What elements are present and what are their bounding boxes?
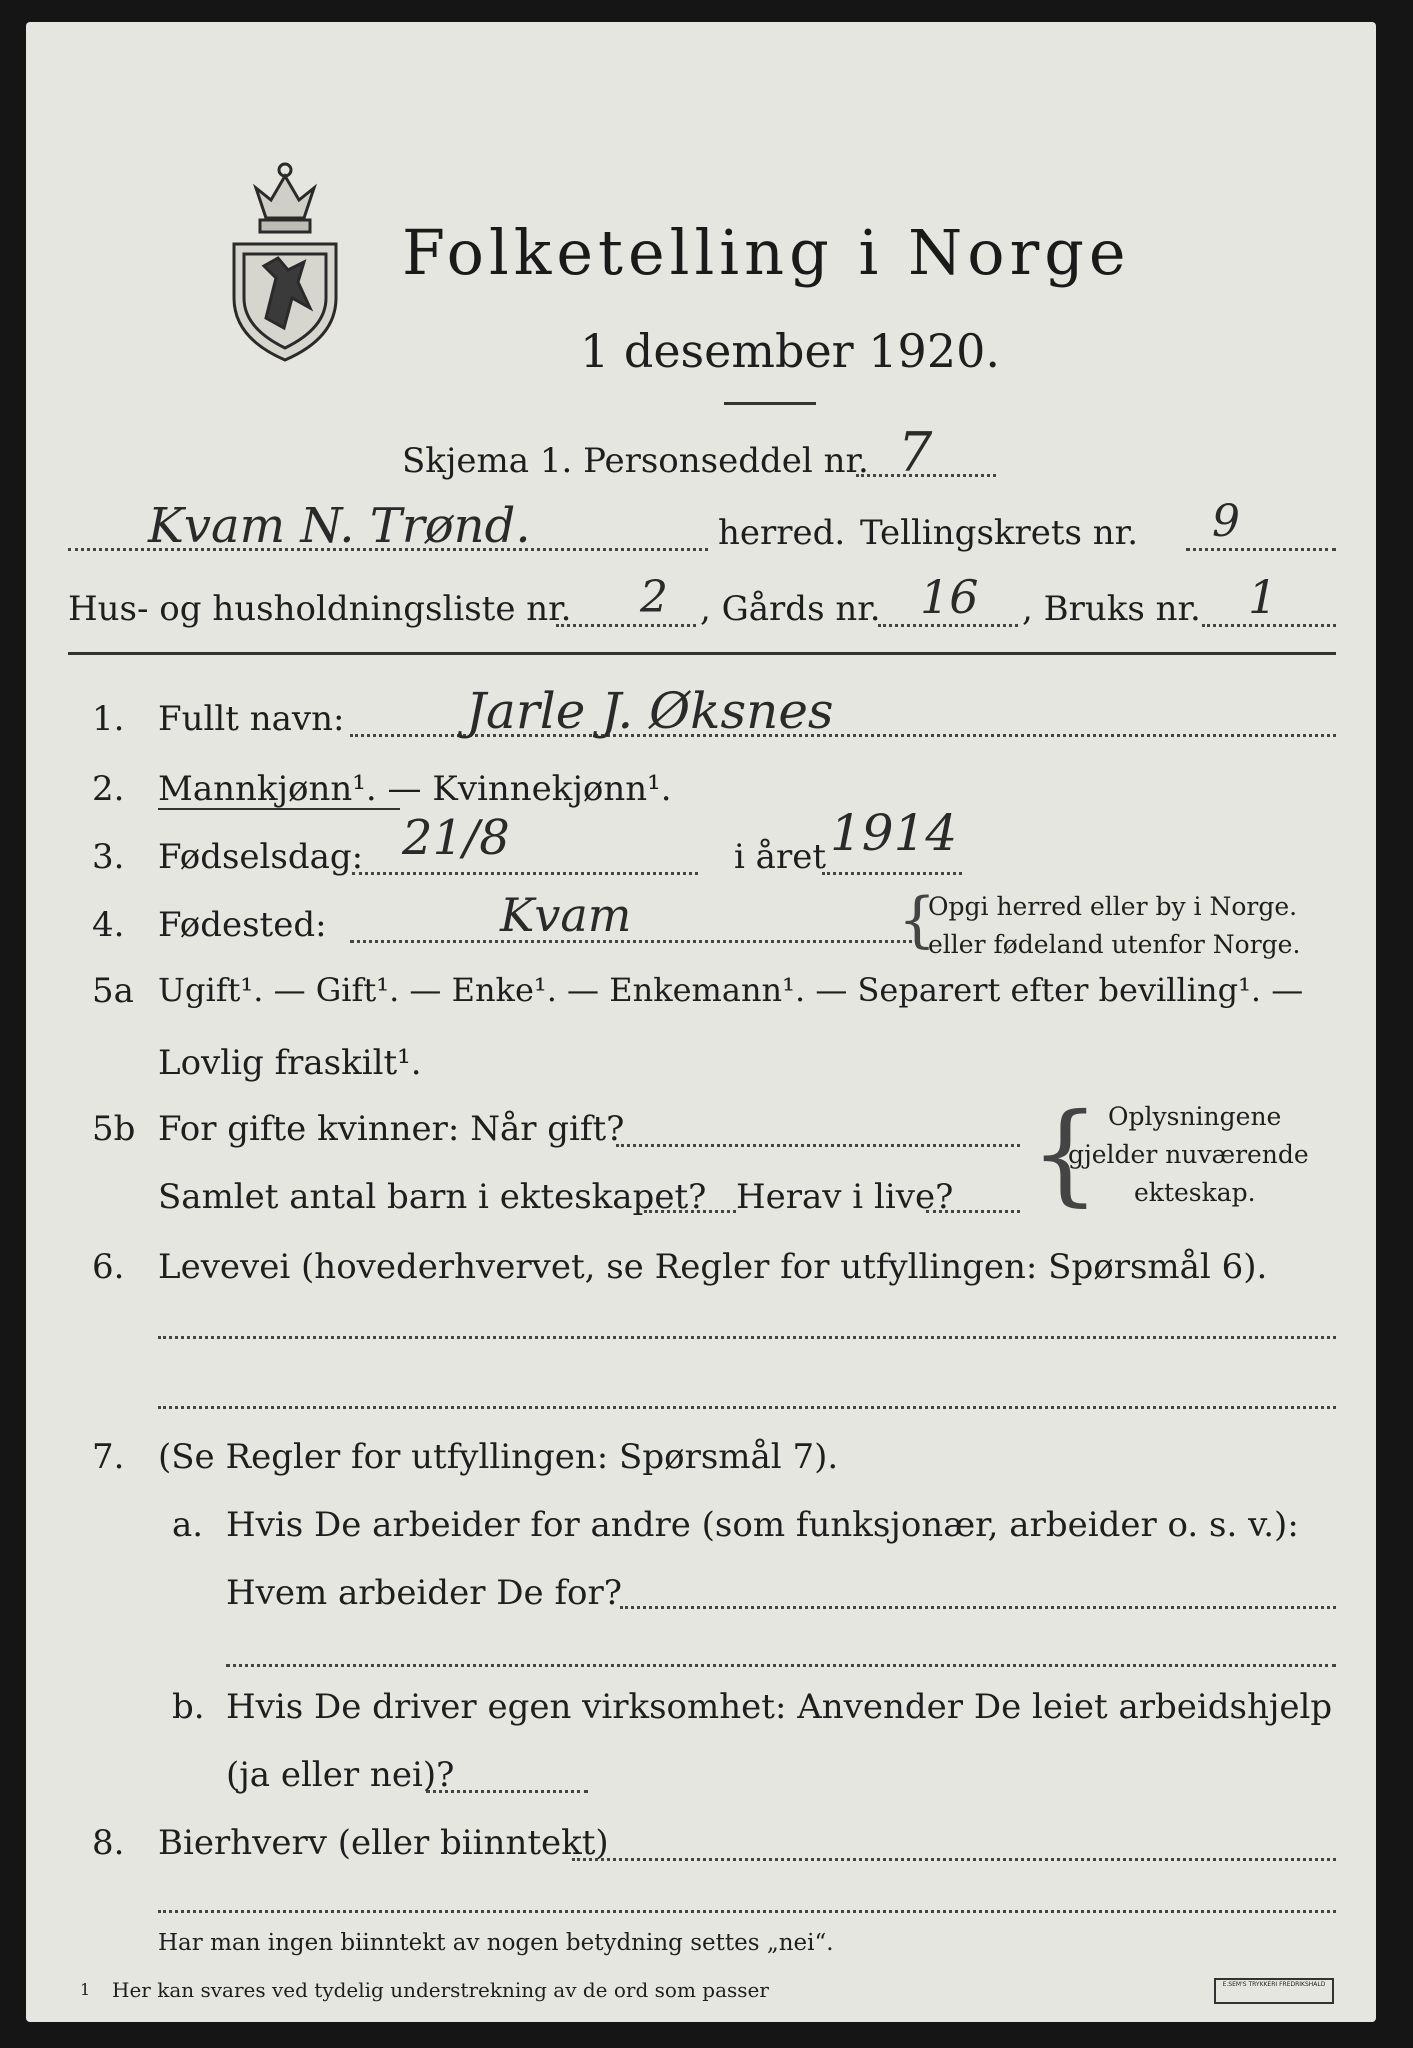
bruks-dots — [1202, 624, 1336, 627]
bruks-value[interactable]: 1 — [1248, 570, 1278, 624]
q3-number: 3. — [92, 837, 125, 877]
gards-dots — [878, 624, 1018, 627]
q5b-children-dots — [644, 1210, 736, 1213]
q4-label: Fødested: — [158, 905, 327, 945]
q8-number: 8. — [92, 1823, 125, 1863]
year-label: i året — [734, 837, 826, 877]
q8-label: Bierhverv (eller biinntekt) — [158, 1823, 609, 1863]
q7b-line1: Hvis De driver egen virksomhet: Anvender De leiet arbeidshjelp — [226, 1687, 1333, 1727]
hus-label: Hus- og husholdningsliste nr. — [68, 589, 572, 629]
q5b-note-line1: Oplysningene — [1108, 1102, 1282, 1131]
q7-label: (Se Regler for utfyllingen: Spørsmål 7). — [158, 1437, 839, 1477]
full-name-value[interactable]: Jarle J. Øksnes — [466, 682, 834, 740]
birthplace-value[interactable]: Kvam — [500, 888, 632, 942]
section-divider — [68, 652, 1336, 655]
q1-number: 1. — [92, 699, 125, 739]
schema-label: Skjema 1. Personseddel nr. — [402, 441, 869, 481]
q5b-married-dots — [616, 1144, 1020, 1147]
q4-dots — [350, 940, 920, 943]
q6-number: 6. — [92, 1247, 125, 1287]
q5b-line1: For gifte kvinner: Når gift? — [158, 1109, 625, 1149]
form-date: 1 desember 1920. — [580, 324, 1000, 378]
q7-number: 7. — [92, 1437, 125, 1477]
q7b-dots — [426, 1790, 588, 1793]
q7a-line1: Hvis De arbeider for andre (som funksjonær, arbeider o. s. v.): — [226, 1505, 1299, 1545]
q5b-alive-label: Herav i live? — [736, 1177, 954, 1217]
tellingskrets-label: Tellingskrets nr. — [860, 513, 1139, 553]
bruks-label: , Bruks nr. — [1022, 589, 1201, 629]
q5b-number: 5b — [92, 1109, 136, 1149]
q5b-note-line3: ekteskap. — [1134, 1178, 1256, 1207]
q8-dots-2 — [158, 1910, 1336, 1913]
herred-label: herred. — [718, 513, 846, 553]
form-title: Folketelling i Norge — [402, 216, 1131, 289]
q5b-children-label: Samlet antal barn i ekteskapet? — [158, 1177, 707, 1217]
footer-note: Har man ingen biinntekt av nogen betydning settes „nei“. — [158, 1930, 834, 1956]
q7b-line2: (ja eller nei)? — [226, 1755, 455, 1795]
printer-stamp-text: E.SEM'S TRYKKERI FREDRIKSHALD — [1222, 1981, 1326, 1988]
q4-brace: { — [898, 885, 937, 955]
q5a-number: 5a — [92, 971, 134, 1011]
q4-number: 4. — [92, 905, 125, 945]
q4-note-line2: eller fødeland utenfor Norge. — [928, 930, 1301, 959]
q6-answer-dots-2 — [158, 1406, 1336, 1409]
q5b-alive-dots — [926, 1210, 1020, 1213]
coat-of-arms-icon — [226, 158, 344, 364]
q7a-dots — [620, 1606, 1336, 1609]
q6-label: Levevei (hovederhvervet, se Regler for utfyllingen: Spørsmål 6). — [158, 1247, 1268, 1287]
title-divider — [724, 402, 816, 405]
gards-value[interactable]: 16 — [920, 570, 979, 624]
printer-stamp — [1214, 1978, 1334, 2004]
birthday-value[interactable]: 21/8 — [402, 810, 510, 866]
q8-dots — [572, 1858, 1336, 1861]
q7a-dots-2 — [226, 1664, 1336, 1667]
tellingskrets-dots — [1186, 548, 1336, 551]
footnote-mark: 1 — [80, 1980, 91, 1999]
q1-label: Fullt navn: — [158, 699, 345, 739]
q3-label: Fødselsdag: — [158, 837, 364, 877]
q7a-line2: Hvem arbeider De for? — [226, 1573, 622, 1613]
q6-answer-dots-1 — [158, 1336, 1336, 1339]
q2-number: 2. — [92, 769, 125, 809]
hus-dots — [556, 624, 696, 627]
q3-dots — [352, 872, 698, 875]
q2-label: Mannkjønn¹. — Kvinnekjønn¹. — [158, 769, 672, 809]
q7a-letter: a. — [172, 1505, 204, 1545]
year-dots — [822, 872, 962, 875]
q7b-letter: b. — [172, 1687, 205, 1727]
gards-label: , Gårds nr. — [700, 589, 881, 629]
q5a-line1: Ugift¹. — Gift¹. — Enke¹. — Enkemann¹. — Separert efter bevilling¹. — — [158, 971, 1304, 1009]
footnote-text: Her kan svares ved tydelig understrekning av de ord som passer — [112, 1978, 769, 2002]
q5b-note-line2: gjelder nuværende — [1068, 1140, 1309, 1169]
q4-note-line1: Opgi herred eller by i Norge. — [928, 892, 1298, 921]
schema-number-value[interactable]: 7 — [898, 421, 933, 484]
q5b-brace: { — [1030, 1089, 1100, 1217]
hus-value[interactable]: 2 — [640, 572, 668, 623]
tellingskrets-value[interactable]: 9 — [1212, 496, 1240, 547]
birth-year-value[interactable]: 1914 — [830, 804, 958, 862]
herred-value[interactable]: Kvam N. Trønd. — [148, 498, 531, 554]
q5a-line2: Lovlig fraskilt¹. — [158, 1043, 422, 1083]
gender-underline — [158, 808, 400, 810]
